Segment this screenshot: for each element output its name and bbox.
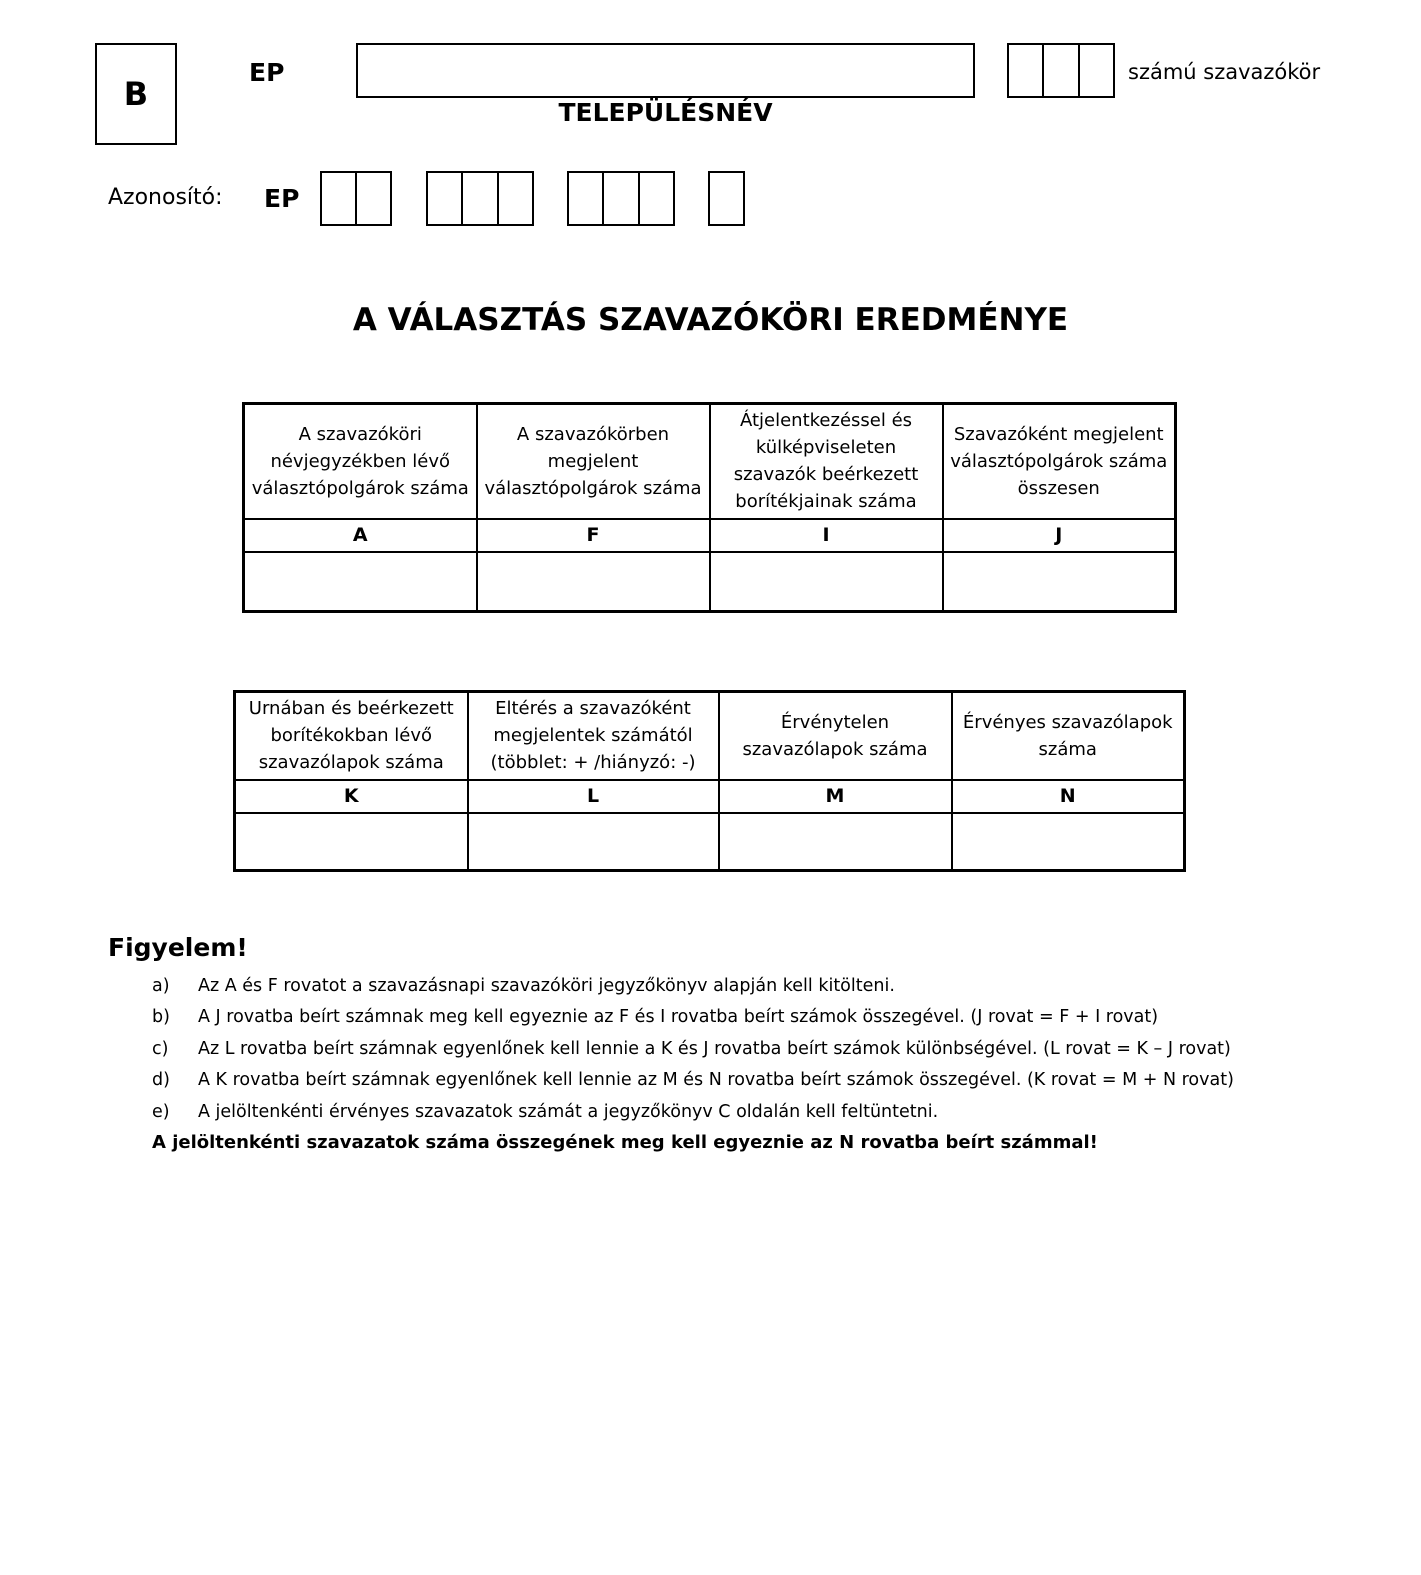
page-title: A VÁLASZTÁS SZAVAZÓKÖRI EREDMÉNYE (352, 302, 1069, 338)
column-code: M (719, 780, 952, 813)
note-text: Az L rovatba beírt számnak egyenlőnek kell lennie a K és J rovatba beírt számok különbségével. (L rovat = K – J rovat) (198, 1038, 1231, 1059)
column-code: A (244, 519, 477, 552)
note-letter: c) (152, 1038, 169, 1059)
district-label: számú szavazókör (1128, 60, 1321, 84)
note-item (152, 1065, 1302, 1097)
note-letter: d) (152, 1070, 170, 1091)
digit-cell[interactable] (1009, 45, 1044, 96)
digit-cell[interactable] (463, 173, 498, 224)
identifier-group-2[interactable] (426, 171, 534, 226)
identifier-group-3[interactable] (567, 171, 675, 226)
note-letter: b) (152, 1007, 170, 1028)
digit-cell[interactable] (499, 173, 532, 224)
note-text: A jelöltenkénti érvényes szavazatok számát a jegyzőkönyv C oldalán kell feltüntetni. (198, 1101, 939, 1122)
value-cell-n[interactable] (952, 813, 1185, 871)
digit-cell[interactable] (428, 173, 463, 224)
identifier-group-4[interactable] (708, 171, 745, 226)
identifier-group-1[interactable] (320, 171, 392, 226)
column-code: I (710, 519, 943, 552)
note-item (152, 1096, 1302, 1128)
header-cell: Eltérés a szavazóként megjelentek számától (többlet: + /hiányzó: -) (468, 692, 719, 780)
value-cell-l[interactable] (468, 813, 719, 871)
header-cell: Érvényes szavazólapok száma (952, 692, 1185, 780)
value-cell-k[interactable] (235, 813, 468, 871)
column-code: K (235, 780, 468, 813)
column-code: J (943, 519, 1176, 552)
value-cell-j[interactable] (943, 552, 1176, 612)
settlement-name-field[interactable] (356, 43, 975, 98)
identifier-label: Azonosító: (108, 185, 223, 210)
ep-label: EP (249, 58, 285, 87)
value-cell-a[interactable] (244, 552, 477, 612)
digit-cell[interactable] (1044, 45, 1079, 96)
final-note: A jelöltenkénti szavazatok száma összegének meg kell egyeznie az N rovatba beírt számmal! (152, 1131, 1098, 1153)
value-cell-f[interactable] (477, 552, 710, 612)
header-cell: Átjelentkezéssel és külképviseleten szavazók beérkezett borítékjainak száma (710, 404, 943, 519)
column-code: F (477, 519, 710, 552)
results-table-2 (233, 690, 1186, 872)
digit-cell[interactable] (357, 173, 390, 224)
note-text: Az A és F rovatot a szavazásnapi szavazóköri jegyzőkönyv alapján kell kitölteni. (198, 975, 895, 996)
column-code: N (952, 780, 1185, 813)
column-code: L (468, 780, 719, 813)
digit-cell[interactable] (710, 173, 743, 224)
digit-cell[interactable] (569, 173, 604, 224)
form-letter: B (123, 75, 149, 113)
results-table-1 (242, 402, 1177, 613)
header-cell: Érvénytelen szavazólapok száma (719, 692, 952, 780)
digit-cell[interactable] (1080, 45, 1113, 96)
note-letter: e) (152, 1101, 170, 1122)
notes-title: Figyelem! (108, 933, 248, 962)
form-letter-box (95, 43, 177, 145)
identifier-prefix: EP (264, 184, 300, 213)
note-item (152, 1033, 1302, 1065)
value-cell-i[interactable] (710, 552, 943, 612)
digit-cell[interactable] (604, 173, 639, 224)
digit-cell[interactable] (640, 173, 673, 224)
digit-cell[interactable] (322, 173, 357, 224)
header-cell: Szavazóként megjelent választópolgárok száma összesen (943, 404, 1176, 519)
notes-list (152, 970, 1302, 1153)
district-number-field[interactable] (1007, 43, 1115, 98)
settlement-name-caption: TELEPÜLÉSNÉV (558, 98, 773, 127)
header-cell: Urnában és beérkezett borítékokban lévő szavazólapok száma (235, 692, 468, 780)
header-cell: A szavazókörben megjelent választópolgárok száma (477, 404, 710, 519)
note-letter: a) (152, 975, 170, 996)
note-text: A J rovatba beírt számnak meg kell egyeznie az F és I rovatba beírt számok összegével. (J rovat = F + I rovat) (198, 1007, 1159, 1028)
header-cell: A szavazóköri névjegyzékben lévő választópolgárok száma (244, 404, 477, 519)
note-item (152, 970, 1302, 1002)
note-item (152, 1002, 1302, 1034)
value-cell-m[interactable] (719, 813, 952, 871)
note-text: A K rovatba beírt számnak egyenlőnek kell lennie az M és N rovatba beírt számok összegével. (K rovat = M + N rovat) (198, 1070, 1234, 1091)
